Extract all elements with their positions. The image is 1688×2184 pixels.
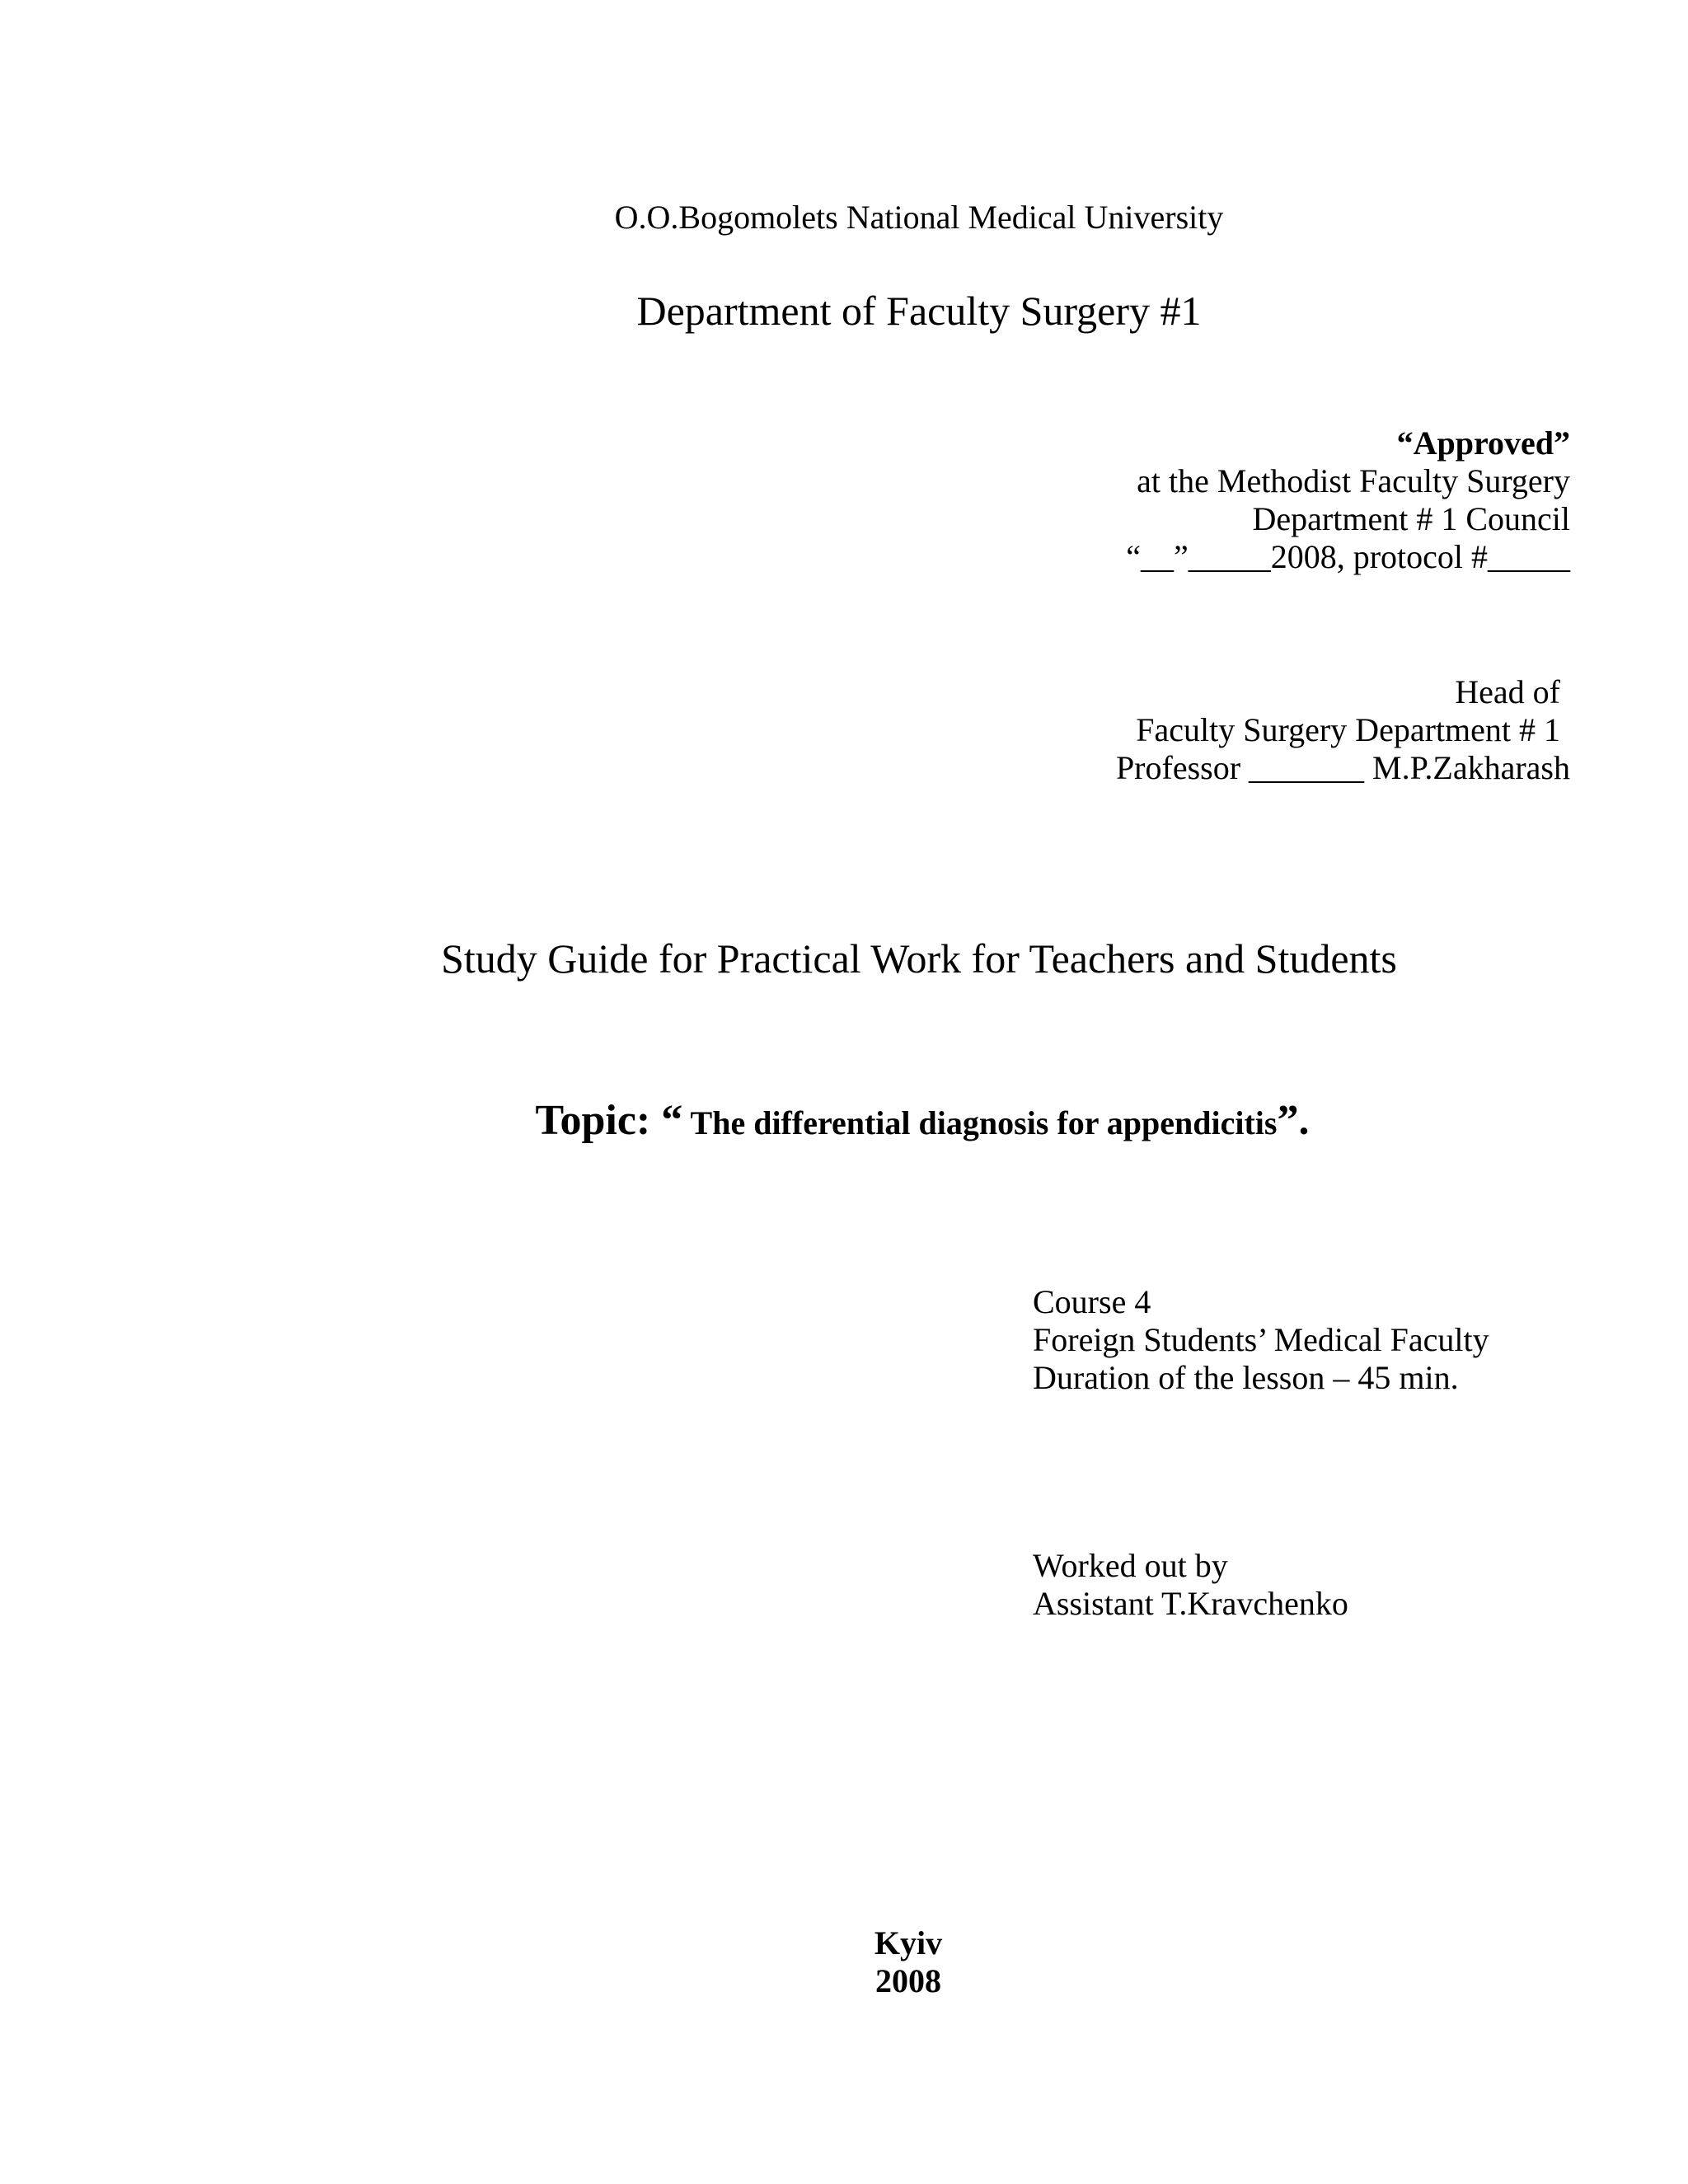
course-line-2: Foreign Students’ Medical Faculty xyxy=(1033,1321,1489,1358)
author-line-2: Assistant T.Kravchenko xyxy=(1033,1585,1348,1622)
topic-text: The differential diagnosis for appendicitis xyxy=(682,1104,1278,1141)
course-line-1: Course 4 xyxy=(1033,1283,1151,1320)
head-line-2: Faculty Surgery Department # 1 xyxy=(1136,711,1560,748)
approval-line-1: at the Methodist Faculty Surgery xyxy=(1137,462,1570,499)
footer-city: Kyiv xyxy=(874,1924,943,1961)
topic-label: Topic: “ xyxy=(535,1097,683,1144)
approval-line-2: Department # 1 Council xyxy=(1252,500,1570,537)
guide-title: Study Guide for Practical Work for Teachers and Students xyxy=(441,935,1397,982)
topic-close: ”. xyxy=(1277,1097,1310,1144)
author-line-1: Worked out by xyxy=(1033,1547,1228,1584)
university-name: O.O.Bogomolets National Medical University xyxy=(614,199,1224,236)
topic-line xyxy=(0,1086,1688,1142)
course-line-3: Duration of the lesson – 45 min. xyxy=(1033,1359,1459,1396)
head-line-3: Professor _______ M.P.Zakharash xyxy=(1115,749,1570,786)
approval-line-3: “__”_____2008, protocol #_____ xyxy=(1126,538,1570,575)
department-name: Department of Faculty Surgery #1 xyxy=(636,288,1202,334)
footer-year: 2008 xyxy=(875,1962,941,1999)
approval-title: “Approved” xyxy=(1396,424,1570,462)
head-line-1: Head of xyxy=(1455,673,1560,710)
